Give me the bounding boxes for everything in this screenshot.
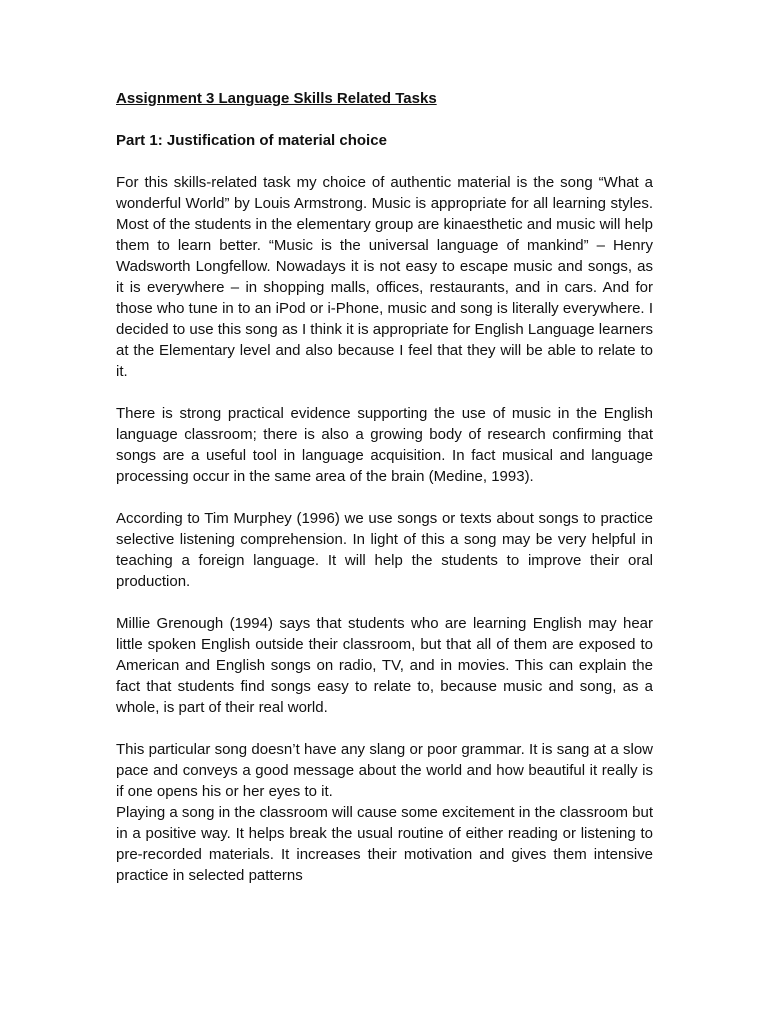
paragraph-grenough: Millie Grenough (1994) says that students who are learning English may hear little spoken English outside their classroom, but that all of them are exposed to American and English songs on radio, TV, and in movies. This can explain the fact that students find songs easy to relate to, because music and song, as a whole, is part of their real world. <box>116 615 653 716</box>
paragraph-song-quality: This particular song doesn’t have any slang or poor grammar. It is sang at a slow pace and conveys a good message about the world and how beautiful it really is if one opens his or her eyes to it. <box>116 741 653 800</box>
paragraph-classroom-benefits: Playing a song in the classroom will cause some excitement in the classroom but in a positive way. It helps break the usual routine of either reading or listening to pre-recorded materials. It increases their motivation and gives them intensive practice in selected patterns <box>116 804 653 884</box>
part1-heading: Part 1: Justification of material choice <box>116 132 387 149</box>
document-page <box>116 88 653 886</box>
document-title: Assignment 3 Language Skills Related Tasks <box>116 90 437 107</box>
paragraph-murphey: According to Tim Murphey (1996) we use songs or texts about songs to practice selective listening comprehension. In light of this a song may be very helpful in teaching a foreign language. It will help the students to improve their oral production. <box>116 510 653 590</box>
paragraph-practical-evidence: There is strong practical evidence supporting the use of music in the English language classroom; there is also a growing body of research confirming that songs are a useful tool in language acquisition. In fact musical and language processing occur in the same area of the brain (Medine, 1993). <box>116 405 653 485</box>
paragraph-material-choice: For this skills-related task my choice of authentic material is the song “What a wonderful World” by Louis Armstrong. Music is appropriate for all learning styles. Most of the students in the elementary group are kinaesthetic and music will help them to learn better. “Music is the universal language of mankind” – Henry Wadsworth Longfellow. Nowadays it is not easy to escape music and songs, as it is everywhere – in shopping malls, offices, restaurants, and in cars. And for those who tune in to an iPod or i-Phone, music and song is literally everywhere. I decided to use this song as I think it is appropriate for English Language learners at the Elementary level and also because I feel that they will be able to relate to it. <box>116 174 653 380</box>
